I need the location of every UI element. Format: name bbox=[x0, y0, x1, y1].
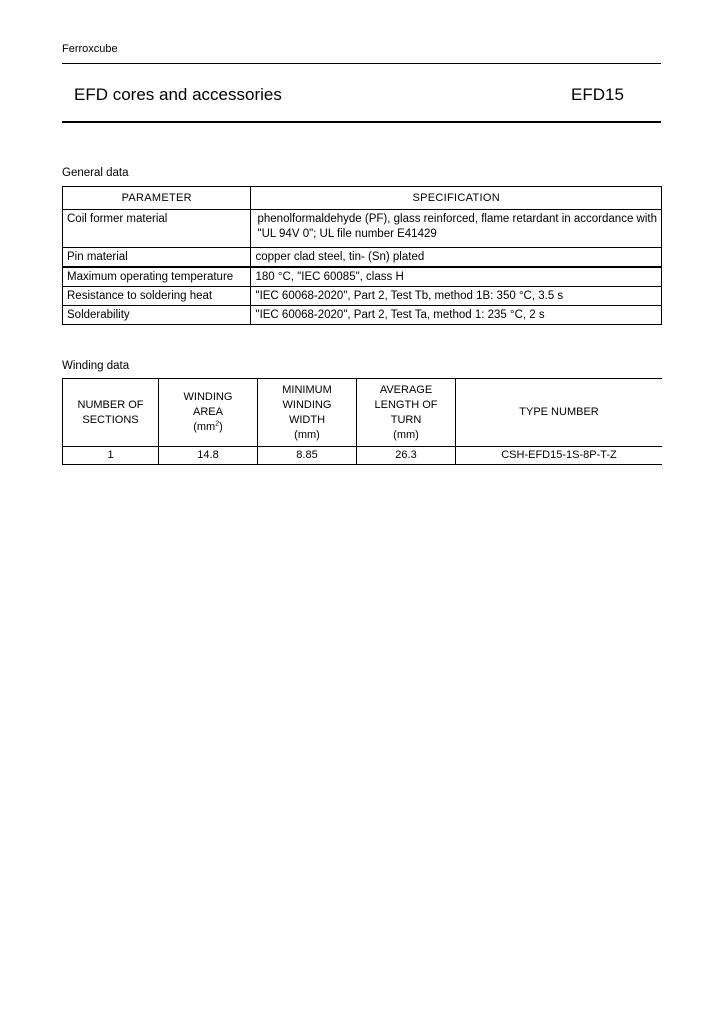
part-number: EFD15 bbox=[571, 85, 624, 104]
winding-data-table bbox=[62, 378, 662, 465]
table-row bbox=[63, 210, 662, 248]
header-line: TYPE NUMBER bbox=[519, 406, 599, 418]
column-header-min-winding-width bbox=[258, 379, 357, 447]
min-width-cell: 8.85 bbox=[258, 447, 357, 465]
header-line: WINDING bbox=[183, 391, 233, 403]
column-header-specification: SPECIFICATION bbox=[251, 187, 662, 210]
header-line: TURN bbox=[390, 413, 422, 426]
company-name: Ferroxcube bbox=[62, 43, 118, 55]
header-line: WINDING bbox=[282, 398, 332, 411]
column-header-sections bbox=[63, 379, 159, 447]
spec-cell: "IEC 60068-2020", Part 2, Test Ta, method 1: 235 °C, 2 s bbox=[251, 306, 662, 325]
header-line: WIDTH bbox=[288, 413, 326, 426]
column-header-parameter: PARAMETER bbox=[63, 187, 251, 210]
header-line: (mm) bbox=[294, 428, 320, 441]
spec-cell: 180 °C, "IEC 60085", class H bbox=[251, 267, 662, 287]
spec-line: "UL 94V 0"; UL file number E41429 bbox=[257, 228, 437, 240]
header-line: SECTIONS bbox=[82, 413, 139, 426]
type-number-cell: CSH-EFD15-1S-8P-T-Z bbox=[456, 447, 663, 465]
parameter-cell: Pin material bbox=[63, 248, 251, 268]
spec-cell: copper clad steel, tin- (Sn) plated bbox=[251, 248, 662, 268]
winding-data-label: Winding data bbox=[62, 360, 130, 372]
spec-cell: "IEC 60068-2020", Part 2, Test Tb, method 1B: 350 °C, 3.5 s bbox=[251, 287, 662, 306]
header-line: AREA bbox=[193, 406, 223, 418]
header-line: (mm) bbox=[393, 428, 419, 441]
header-line: MINIMUM bbox=[282, 383, 332, 396]
table-header-row bbox=[63, 379, 663, 447]
table-header-row bbox=[63, 187, 662, 210]
avg-length-cell: 26.3 bbox=[357, 447, 456, 465]
table-row bbox=[63, 306, 662, 325]
column-header-avg-length-of-turn bbox=[357, 379, 456, 447]
parameter-cell: Coil former material bbox=[63, 210, 251, 248]
spec-line: phenolformaldehyde (PF), glass reinforced, flame retardant in accordance with bbox=[257, 213, 657, 225]
title-rule bbox=[62, 121, 661, 123]
spec-cell bbox=[251, 210, 662, 248]
sections-cell: 1 bbox=[63, 447, 159, 465]
header-line: NUMBER OF bbox=[77, 398, 144, 411]
parameter-cell: Maximum operating temperature bbox=[63, 267, 251, 287]
header-rule bbox=[62, 63, 661, 64]
unit-label bbox=[163, 420, 253, 435]
table-row bbox=[63, 287, 662, 306]
unit-prefix: (mm bbox=[193, 421, 216, 433]
winding-area-cell: 14.8 bbox=[159, 447, 258, 465]
general-data-label: General data bbox=[62, 167, 129, 179]
page-title: EFD cores and accessories bbox=[74, 85, 282, 104]
table-row bbox=[63, 248, 662, 268]
column-header-type-number bbox=[456, 379, 663, 447]
general-data-table bbox=[62, 186, 662, 325]
unit-superscript: 2 bbox=[215, 420, 220, 428]
column-header-winding-area bbox=[159, 379, 258, 447]
header-line: LENGTH OF bbox=[374, 398, 438, 411]
table-row bbox=[63, 267, 662, 287]
unit-suffix: ) bbox=[219, 421, 223, 433]
table-row bbox=[63, 447, 663, 465]
header-line: AVERAGE bbox=[379, 383, 433, 396]
parameter-cell: Solderability bbox=[63, 306, 251, 325]
parameter-cell: Resistance to soldering heat bbox=[63, 287, 251, 306]
